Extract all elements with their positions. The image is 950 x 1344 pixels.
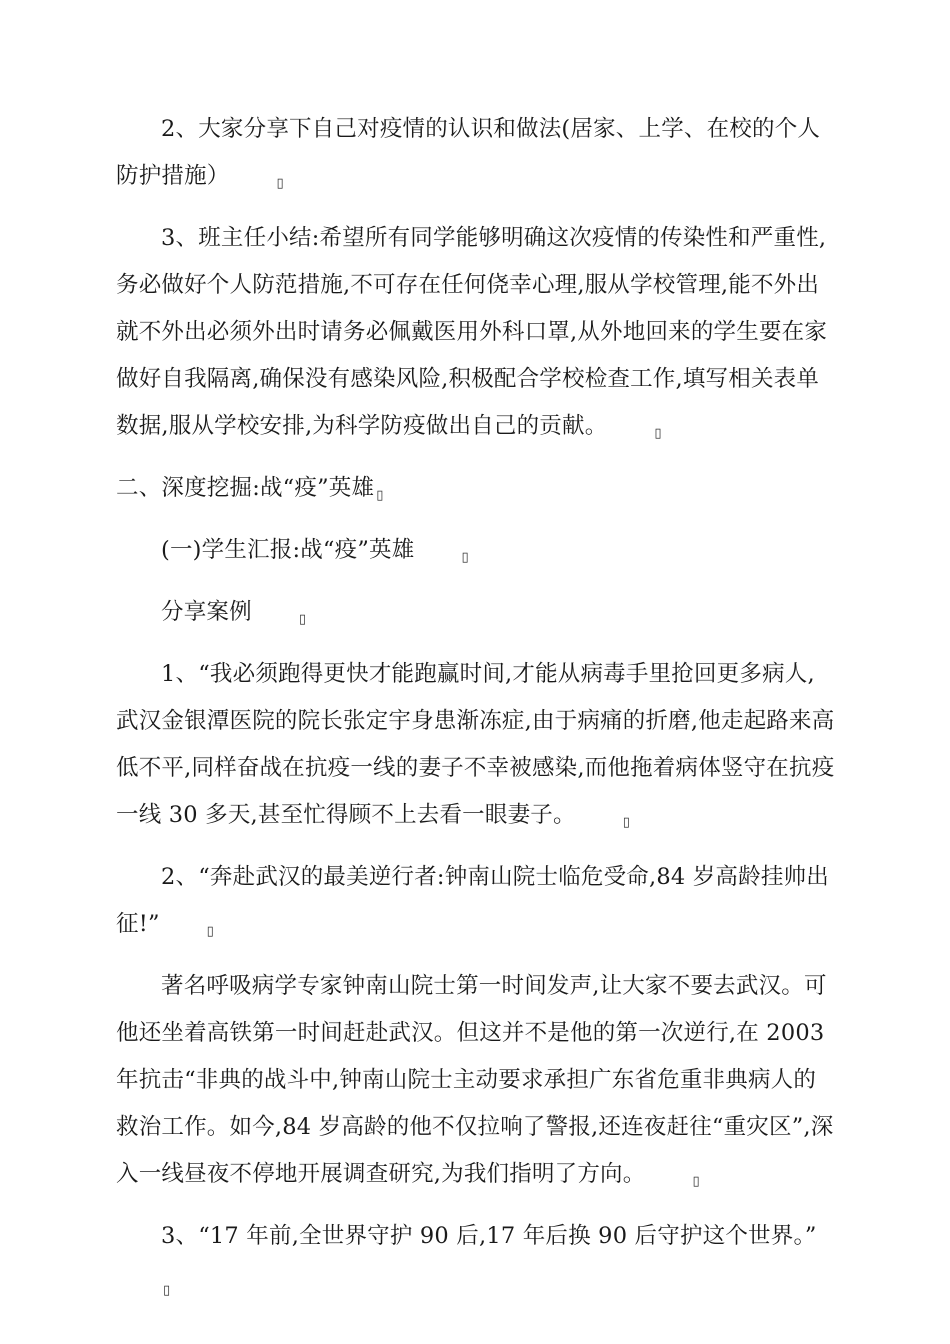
subsection-heading-1: (一)学生汇报:战“疫”英雄 ▯ (161, 537, 469, 565)
paragraph-mark-icon: ▯ (206, 924, 215, 939)
paragraph-step-3-summary: 3、班主任小结:希望所有同学能够明确这次疫情的传染性和严重性,务必做好个人防范措施,不可存在任何侥幸心理,服从学校管理,能不外出就不外出必须外出时请务必佩戴医用外科口罩,从外地回来的学生要在家做好自我隔离,确保没有感染风险,积极配合学校检查工作,填写相关表单数据,服从学校安排,为科学防疫做出自己的贡献。 ▯ (116, 225, 828, 441)
paragraph-mark-icon: ▯ (654, 426, 662, 441)
paragraph-mark-icon: ▯ (692, 1174, 700, 1189)
paragraph-mark-icon: ▯ (163, 1283, 171, 1298)
section-heading-2: 二、深度挖掘:战“疫”英雄 ▯ (116, 475, 384, 503)
paragraph-mark-icon: ▯ (622, 815, 631, 830)
paragraph-step-2: 2、大家分享下自己对疫情的认识和做法(居家、上学、在校的个人防护措施） ▯ (116, 116, 821, 191)
case-2-paragraph: 2、“奔赴武汉的最美逆行者:钟南山院士临危受命,84 岁高龄挂帅出征!” ▯ (116, 864, 829, 939)
share-cases-label: 分享案例 ▯ (161, 599, 307, 627)
paragraph-mark-icon: ▯ (376, 488, 384, 503)
paragraph-mark-icon: ▯ (298, 612, 307, 627)
case-2-detail-paragraph: 著名呼吸病学专家钟南山院士第一时间发声,让大家不要去武汉。可他还坐着高铁第一时间赶赴武汉。但这并不是他的第一次逆行,在 2003 年抗击“非典的战斗中,钟南山院士主动要求承担广东省危重非典病人的救治工作。如今,84 岁高龄的他不仅拉响了警报,还连夜赶往“重灾区”,深入一线昼夜不停地开展调查研究,为我们指明了方向。 ▯ (116, 973, 834, 1189)
document-page (116, 106, 836, 1307)
case-3-paragraph: 3、“17 年前,全世界守护 90 后,17 年后换 90 后守护这个世界。”▯ (116, 1213, 836, 1307)
case-1-paragraph: 1、“我必须跑得更快才能跑赢时间,才能从病毒手里抢回更多病人,武汉金银潭医院的院长张定宇身患渐冻症,由于病痛的折磨,他走起路来高低不平,同样奋战在抗疫一线的妻子不幸被感染,而他拖着病体竖守在抗疫一线 30 多天,甚至忙得顾不上去看一眼妻子。 ▯ (116, 661, 835, 830)
paragraph-mark-icon: ▯ (276, 176, 284, 191)
paragraph-mark-icon: ▯ (461, 550, 469, 565)
